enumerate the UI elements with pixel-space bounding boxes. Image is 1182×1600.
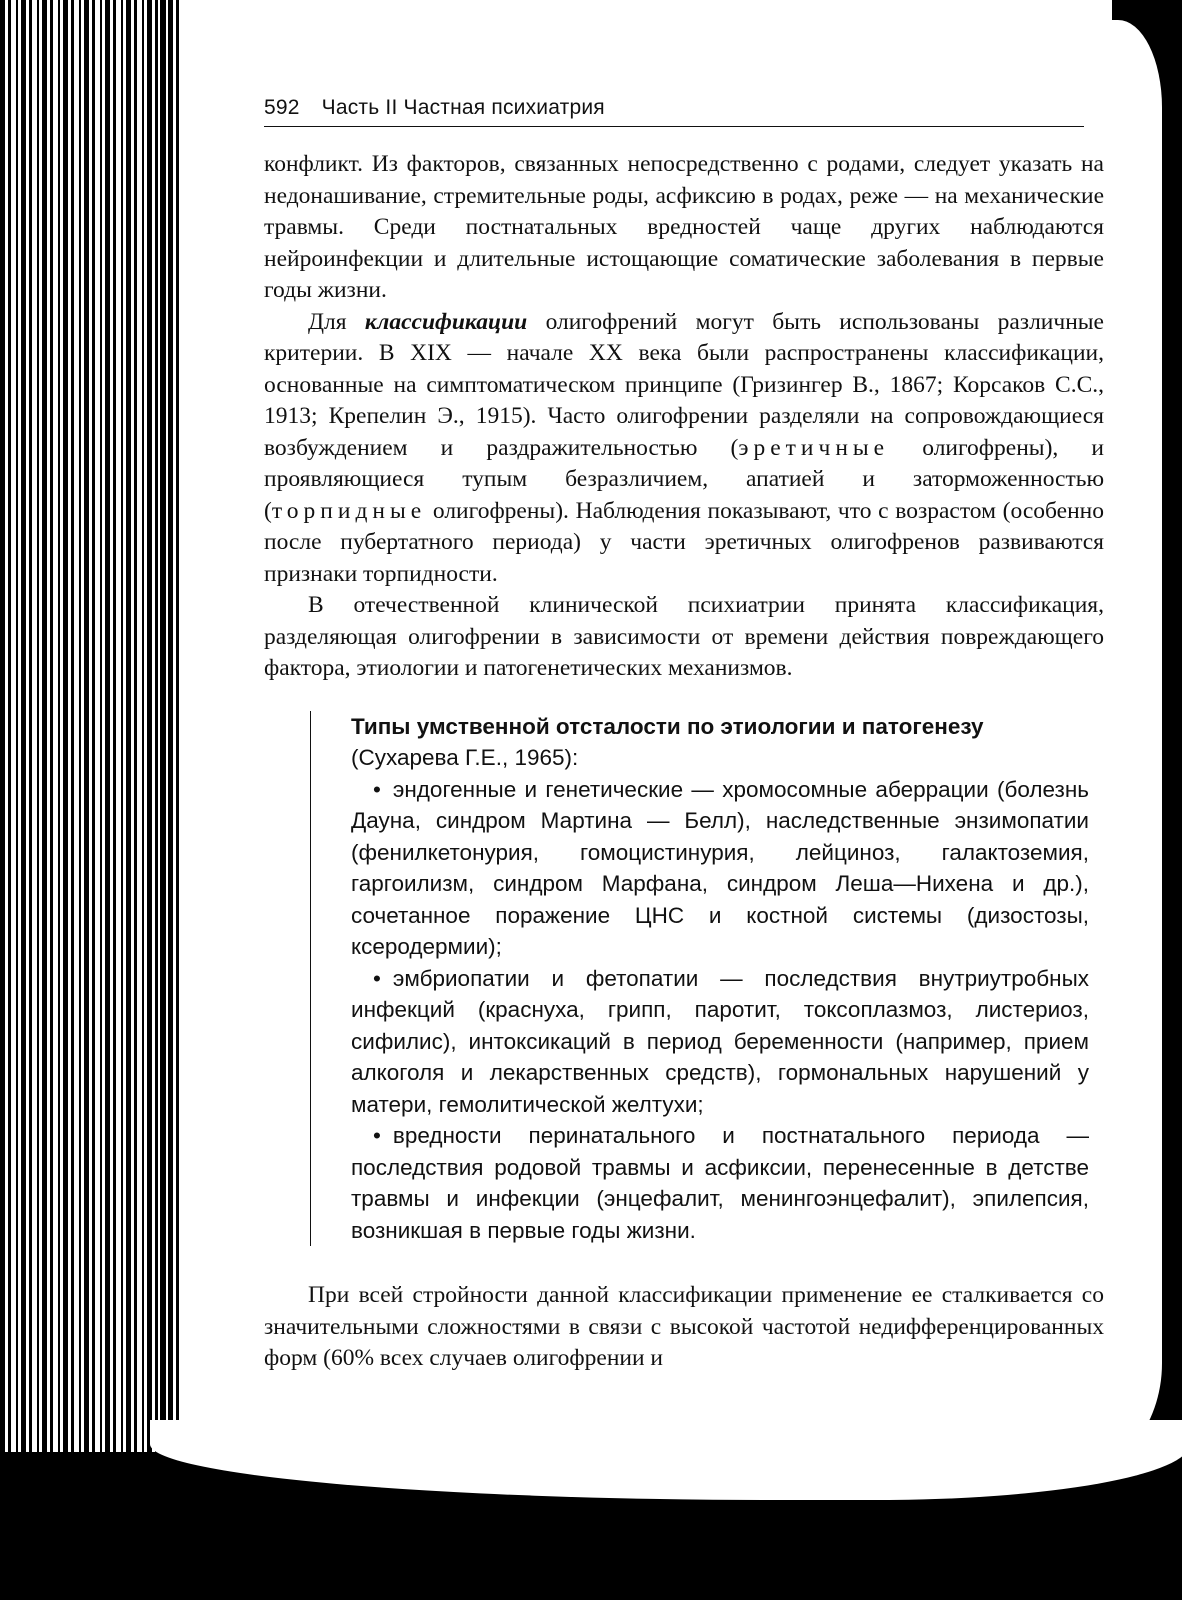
- box-item-text: вредности перинатального и постнатального периода — последствия родовой травмы и асфиксии, перенесенные в детстве травмы и инфекции (энцефалит, менингоэнцефалит), эпилепсия, возникшая в первые годы жизни.: [351, 1123, 1089, 1243]
- classification-box: [310, 711, 1089, 1247]
- book-spine-edge: [0, 0, 180, 1600]
- box-reference: (Сухарева Г.Е., 1965):: [351, 745, 579, 770]
- box-item-2: [351, 963, 1089, 1121]
- emphasis-classification: классификации: [364, 308, 528, 335]
- p2-start: Для: [308, 308, 365, 335]
- box-title: Типы умственной отсталости по этиологии и патогенезу: [351, 713, 984, 739]
- spaced-torpid: торпидные: [271, 497, 427, 524]
- main-text: [264, 149, 1104, 685]
- p2-part1: олигофрений могут быть использованы различные критерии. В XIX — начале XX века были распространены классификации, основанные на симптоматическом принципе (Гризингер В., 1867; Корсаков С.С., 1913; Крепелин Э., 1915). Часто олигофрении разделяли на сопровождающиеся возбуждением и раздражительностью (: [264, 308, 1104, 461]
- paragraph-3: В отечественной клинической психиатрии принята классификация, разделяющая олигофрении в зависимости от времени действия повреждающего фактора, этиологии и патогенетических механизмов.: [264, 592, 1104, 681]
- box-item-text: эмбриопатии и фетопатии — последствия внутриутробных инфекций (краснуха, грипп, паротит, токсоплазмоз, листериоз, сифилис), интоксикаций в период беременности (например, прием алкоголя и лекарственных средств), гормональных нарушений у матери, гемолитической желтухи;: [351, 965, 1089, 1117]
- p2-part2: олигофрены), и проявляющиеся тупым безразличием, апатией и заторможенностью (: [264, 434, 1104, 524]
- spine-shadow: [160, 0, 166, 1600]
- spaced-erethic: эретичные: [738, 434, 890, 461]
- closing-text: [264, 1280, 1104, 1375]
- paragraph-2: [264, 307, 1104, 591]
- page-number: 592: [264, 96, 300, 119]
- bullet-icon: •: [373, 965, 381, 991]
- bullet-icon: •: [373, 1123, 381, 1148]
- running-header: [264, 96, 1084, 127]
- book-page: [264, 96, 1104, 1375]
- box-item-text: эндогенные и генетические — хромосомные аберрации (болезнь Дауна, синдром Мартина — Белл), наследственные энзимопатии (фенилкетонурия, гомоцистинурия, лейциноз, галактоземия, гаргоилизм, синдром Марфана, синдром Леша—Нихена и др.), сочетанное поражение ЦНС и костной системы (дизостозы, ксеродермии);: [351, 776, 1089, 959]
- chapter-title: Часть II Частная психиатрия: [321, 96, 605, 119]
- bullet-icon: •: [373, 776, 381, 802]
- paragraph-closing: При всей стройности данной классификации применение ее сталкивается со значительными сложностями в связи с высокой частотой недифференцированных форм (60% всех случаев олигофрении и: [264, 1282, 1104, 1371]
- p2-part3: олигофрены). Наблюдения показывают, что с возрастом (особенно после пубертатного периода) у части эретичных олигофренов развиваются признаки торпидности.: [264, 497, 1104, 587]
- box-item-1: [351, 774, 1089, 963]
- box-item-3: [351, 1120, 1089, 1246]
- paragraph-1: конфликт. Из факторов, связанных непосредственно с родами, следует указать на недонашивание, стремительные роды, асфиксию в родах, реже — на механические травмы. Среди постнатальных вредностей чаще других наблюдаются нейроинфекции и длительные истощающие соматические заболевания в первые годы жизни.: [264, 151, 1104, 303]
